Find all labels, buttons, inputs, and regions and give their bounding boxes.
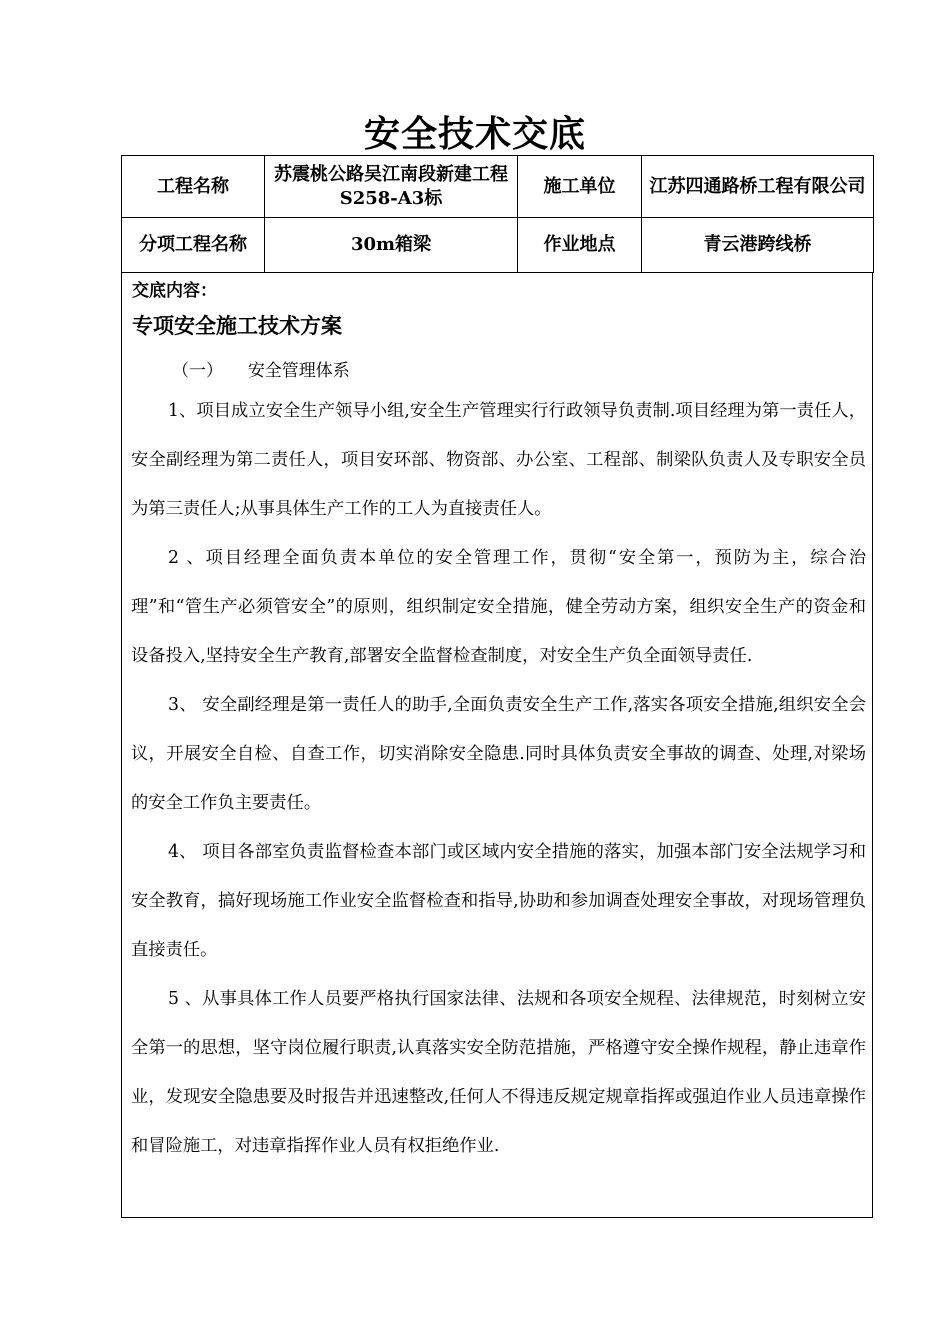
paragraph: 5 、从事具体工作人员要严格执行国家法律、法规和各项安全规程、法律规范，时刻树立安全第一的思想，坚守岗位履行职责,认真落实安全防范措施，严格遵守安全操作规程，静止违章作业，发现安全隐患要及时报告并迅速整改,任何人不得违反规定规章指挥或强迫作业人员违章操作和冒险施工，对违章指挥作业人员有权拒绝作业. [131,989,866,1156]
project-name-value: 苏震桃公路吴江南段新建工程S258-A3标 [265,156,518,218]
content-label: 交底内容： [132,281,217,301]
project-info-table [121,155,874,273]
project-name-label: 工程名称 [122,156,265,218]
paragraph: 4、 项目各部室负责监督检查本部门或区域内安全措施的落实，加强本部门安全法规学习和安全教育，搞好现场施工作业安全监督检查和指导,协助和参加调查处理安全事故，对现场管理负直接责任。 [131,842,866,960]
body-text [131,387,866,1171]
section-heading [172,356,350,381]
document-title: 安全技术交底 [363,113,586,155]
sub-project-value: 30m箱梁 [265,218,518,273]
content-box [121,272,873,1218]
paragraph: 3、 安全副经理是第一责任人的助手,全面负责安全生产工作,落实各项安全措施,组织安全会议，开展安全自检、自查工作，切实消除安全隐患.同时具体负责安全事故的调查、处理,对梁场的安全工作负主要责任。 [131,695,866,813]
contractor-value: 江苏四通路桥工程有限公司 [642,156,874,218]
paragraph: 1、项目成立安全生产领导小组,安全生产管理实行行政领导负责制.项目经理为第一责任人，安全副经理为第二责任人，项目安环部、物资部、办公室、工程部、制梁队负责人及专职安全员为第三责任人;从事具体生产工作的工人为直接责任人。 [131,401,866,519]
section-title: 安全管理体系 [247,361,350,381]
table-row [122,218,874,273]
paragraph: 2 、项目经理全面负责本单位的安全管理工作，贯彻“安全第一，预防为主，综合治理”和“管生产必须管安全”的原则，组织制定安全措施，健全劳动方案，组织安全生产的资金和设备投入,坚持安全生产教育,部署安全监督检查制度，对安全生产负全面领导责任. [131,548,866,666]
table-row [122,156,874,218]
location-value: 青云港跨线桥 [642,218,874,273]
section-number: （一） [172,361,223,381]
sub-project-label: 分项工程名称 [122,218,265,273]
plan-title: 专项安全施工技术方案 [132,313,342,338]
location-label: 作业地点 [518,218,642,273]
contractor-label: 施工单位 [518,156,642,218]
